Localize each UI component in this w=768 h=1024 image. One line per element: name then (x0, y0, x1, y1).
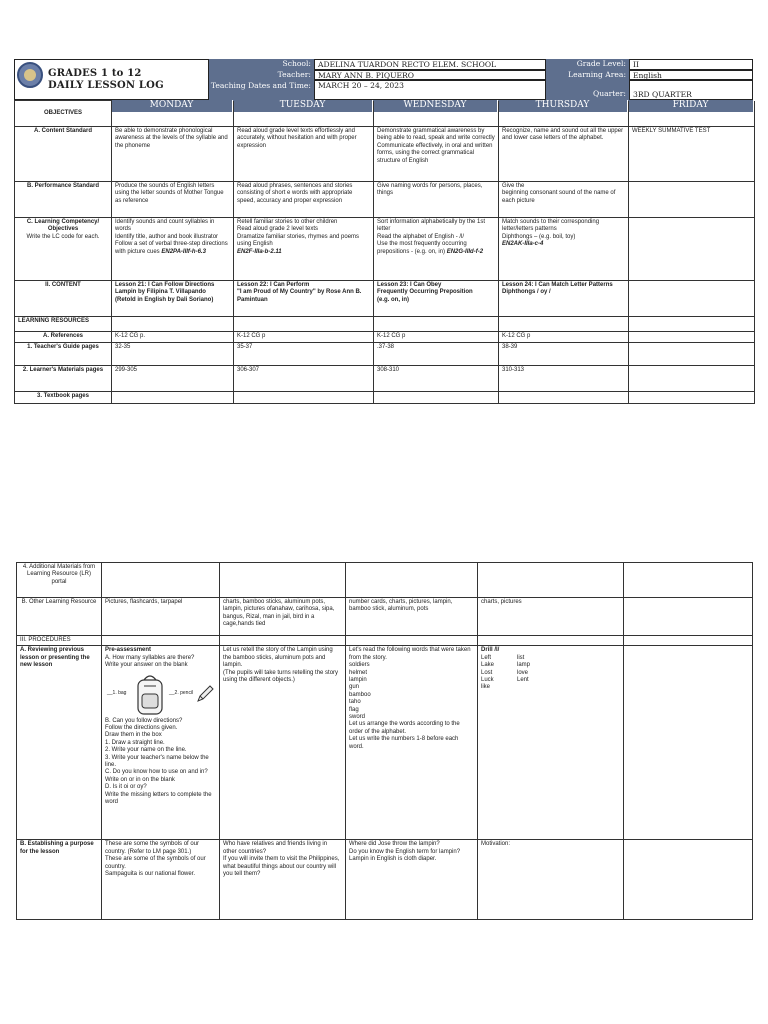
quarter-label: Quarter: (546, 80, 629, 100)
pre-assessment-pictures (105, 670, 216, 718)
tg-pages-label: 1. Teacher's Guide pages (15, 343, 112, 366)
purpose-thu: Motivation: (478, 840, 624, 920)
textbook-row (15, 392, 755, 404)
content-label: II. CONTENT (15, 281, 112, 317)
day-wednesday: WEDNESDAY (373, 100, 497, 112)
additional-materials-label: 4. Additional Materials from Learning Resource (LR) portal (17, 563, 102, 598)
other-resources-mon: Pictures, flashcards, tarpapel (102, 598, 220, 636)
pic-bag-label: __1. bag (107, 689, 127, 696)
document-title (48, 68, 164, 92)
competency-wed-code: EN2G-IIId-f-2 (446, 248, 484, 255)
reviewing-wed: Let's read the following words that were taken from the story. soldiers helmet lampin gun bamboo taho flag sword Let us arrange the words according to the order of the alphabet. Let us write the numbers 1-8 before each word. (346, 646, 478, 840)
pre-assessment-title: Pre-assessment (105, 647, 152, 654)
lm-pages-wed: 308-310 (374, 366, 499, 392)
content-row (15, 281, 755, 317)
title-line1: GRADES 1 to 12 (48, 68, 142, 79)
competency-wed: Sort information alphabetically by the 1st letter Read the alphabet of English - /l/ Use the most frequently occurring prepositions - (e.g. on, in) (377, 219, 486, 255)
learning-resources-label: LEARNING RESOURCES (15, 317, 112, 332)
competency-tue-code: EN2F-IIIa-b-2.11 (237, 248, 282, 255)
procedures-row (17, 636, 753, 646)
references-mon: K-12 CG p. (112, 332, 234, 343)
other-resources-tue: charts, bamboo sticks, aluminum pots, lampin, pictures ofanahaw, carihosa, sipa, bangus, Rizal, man in jail, bird in a cage,hands tied (220, 598, 346, 636)
purpose-wed: Where did Jose throw the lampin? Do you know the English term for lampin? Lampin in English is cloth diaper. (346, 840, 478, 920)
performance-standard-tue: Read aloud phrases, sentences and stories consisting of short e words with appropriate speed, accuracy and proper expression (234, 182, 374, 218)
content-standard-thu: Recognize, name and sound out all the upper and lower case letters of the alphabet. (499, 127, 629, 182)
performance-standard-label: B. Performance Standard (15, 182, 112, 218)
content-standard-mon: Be able to demonstrate phonological awareness at the levels of the syllable and the phoneme (112, 127, 234, 182)
dates-value: MARCH 20 – 24, 2023 (314, 80, 546, 100)
procedures-label: III. PROCEDURES (17, 636, 102, 646)
content-standard-row (15, 127, 755, 182)
objectives-row (15, 101, 755, 127)
competency-note: Write the LC code for each. (26, 233, 100, 240)
competency-label: C. Learning Competency/ Objectives (26, 219, 100, 233)
content-wed: Lesson 23: I Can Obey Frequently Occurring Preposition (e.g. on, in) (374, 281, 499, 317)
lm-pages-label: 2. Learner's Materials pages (15, 366, 112, 392)
references-tue: K-12 CG p (234, 332, 374, 343)
teacher-label: Teacher: (209, 70, 314, 80)
lm-pages-tue: 306-307 (234, 366, 374, 392)
learning-resources-row (15, 317, 755, 332)
school-label: School: (209, 59, 314, 70)
reviewing-mon-a: A. How many syllables are there? Write your answer on the blank (105, 654, 195, 669)
day-friday: FRIDAY (628, 100, 753, 112)
competency-thu-code: EN2AK-IIIa-c-4 (502, 241, 544, 248)
area-value: English (629, 70, 753, 80)
purpose-row (17, 840, 753, 920)
reviewing-label: A. Reviewing previous lesson or presenting the new lesson (17, 646, 102, 840)
pic-pencil-label: __2. pencil (169, 689, 194, 696)
lm-pages-thu: 310-313 (499, 366, 629, 392)
other-resources-row (17, 598, 753, 636)
content-tue: Lesson 22: I Can Perform "I am Proud of My Country" by Rose Ann B. Pamintuan (234, 281, 374, 317)
day-thursday: THURSDAY (498, 100, 627, 112)
content-standard-fri: WEEKLY SUMMATIVE TEST (629, 127, 755, 182)
performance-standard-wed: Give naming words for persons, places, things (374, 182, 499, 218)
competency-mon-code: EN2PA-IIIf-h-6.3 (161, 248, 206, 255)
objectives-label: OBJECTIVES (15, 101, 112, 127)
purpose-mon: These are some the symbols of our country. (Refer to LM page 301.) These are some of the symbols of our country. Sampaguita is our national flower. (102, 840, 220, 920)
content-thu: Lesson 24: I Can Match Letter Patterns Diphthongs / oy / (499, 281, 629, 317)
content-mon: Lesson 21: I Can Follow Directions Lampin by Filipina T. Villapando (Retold in English by Dali Soriano) (112, 281, 234, 317)
tg-pages-tue: 35-37 (234, 343, 374, 366)
grade-label: Grade Level: (546, 59, 629, 70)
purpose-tue: Who have relatives and friends living in other countries? If you will invite them to visit the Philippines, what beautiful things about our country will you tell them? (220, 840, 346, 920)
day-monday: MONDAY (111, 100, 232, 112)
content-standard-wed: Demonstrate grammatical awareness by being able to read, speak and write correctly Communicate effectively, in oral and written forms, using the correct grammatical structure of English (374, 127, 499, 182)
deped-seal-icon (17, 62, 43, 88)
references-wed: K-12 CG p (374, 332, 499, 343)
title-line2: DAILY LESSON LOG (48, 80, 164, 91)
references-row (15, 332, 755, 343)
reviewing-mon-b: B. Can you follow directions? Follow the directions given. Draw them in the box 1. Draw a straight line. 2. Write your name on the line. 3. Write your teacher's name below the line. C. Do you know how to use on and in? Write on or in on the blank D. Is it oi or oy? Write the missing letters to complete the word (105, 717, 212, 806)
tg-pages-row (15, 343, 755, 366)
drill-words-col2: list lamp love Lent (517, 654, 531, 684)
lm-pages-row (15, 366, 755, 392)
reviewing-row (17, 646, 753, 840)
reviewing-tue: Let us retell the story of the Lampin using the bamboo sticks, aluminum pots and lampin. (The pupils will take turns retelling the story using the different objects.) (220, 646, 346, 840)
school-value: ADELINA TUARDON RECTO ELEM. SCHOOL (314, 59, 546, 70)
competency-thu: Match sounds to their corresponding letter/letters patterns Diphthongs – (e.g. boil, toy) (502, 219, 600, 240)
purpose-label: B. Establishing a purpose for the lesson (17, 840, 102, 920)
grade-value: II (629, 59, 753, 70)
competency-tue: Retell familiar stories to other children Read aloud grade 2 level texts Dramatize familiar stories, rhymes and poems using English (237, 219, 360, 248)
teacher-value: MARY ANN B. PIQUERO (314, 70, 546, 80)
other-resources-label: B. Other Learning Resource (17, 598, 102, 636)
references-thu: K-12 CG p (499, 332, 629, 343)
drill-words-col1: Left Lake Lost Luck like (481, 654, 495, 691)
other-resources-wed: number cards, charts, pictures, lampin, bamboo stick, aluminum, pots (346, 598, 478, 636)
school-bag-icon (135, 672, 165, 716)
lesson-log-table-page2 (16, 562, 753, 920)
performance-standard-row (15, 182, 755, 218)
drill-title: Drill /l/ (481, 647, 500, 654)
performance-standard-mon: Produce the sounds of English letters using the letter sounds of Mother Tongue as reference (112, 182, 234, 218)
content-standard-tue: Read aloud grade level texts effortlessly and accurately, without hesitation and with proper expression (234, 127, 374, 182)
lm-pages-mon: 299-305 (112, 366, 234, 392)
competency-row (15, 218, 755, 281)
textbook-label: 3. Textbook pages (15, 392, 112, 404)
references-label: A. References (15, 332, 112, 343)
pencil-icon (195, 684, 215, 704)
performance-standard-thu: Give the beginning consonant sound of the name of each picture (499, 182, 629, 218)
content-standard-label: A. Content Standard (15, 127, 112, 182)
competency-mon: Identify sounds and count syllables in words Identify title, author and book illustrator Follow a set of verbal three-step directions with picture cues (115, 219, 228, 255)
dates-label: Teaching Dates and Time: (209, 80, 314, 100)
quarter-value: 3RD QUARTER (629, 80, 753, 100)
lesson-log-table-page1 (14, 100, 755, 404)
tg-pages-thu: 38-39 (499, 343, 629, 366)
other-resources-thu: charts, pictures (478, 598, 624, 636)
tg-pages-wed: .37-38 (374, 343, 499, 366)
additional-materials-row (17, 563, 753, 598)
area-label: Learning Area: (546, 70, 629, 80)
tg-pages-mon: 32-35 (112, 343, 234, 366)
day-tuesday: TUESDAY (233, 100, 372, 112)
